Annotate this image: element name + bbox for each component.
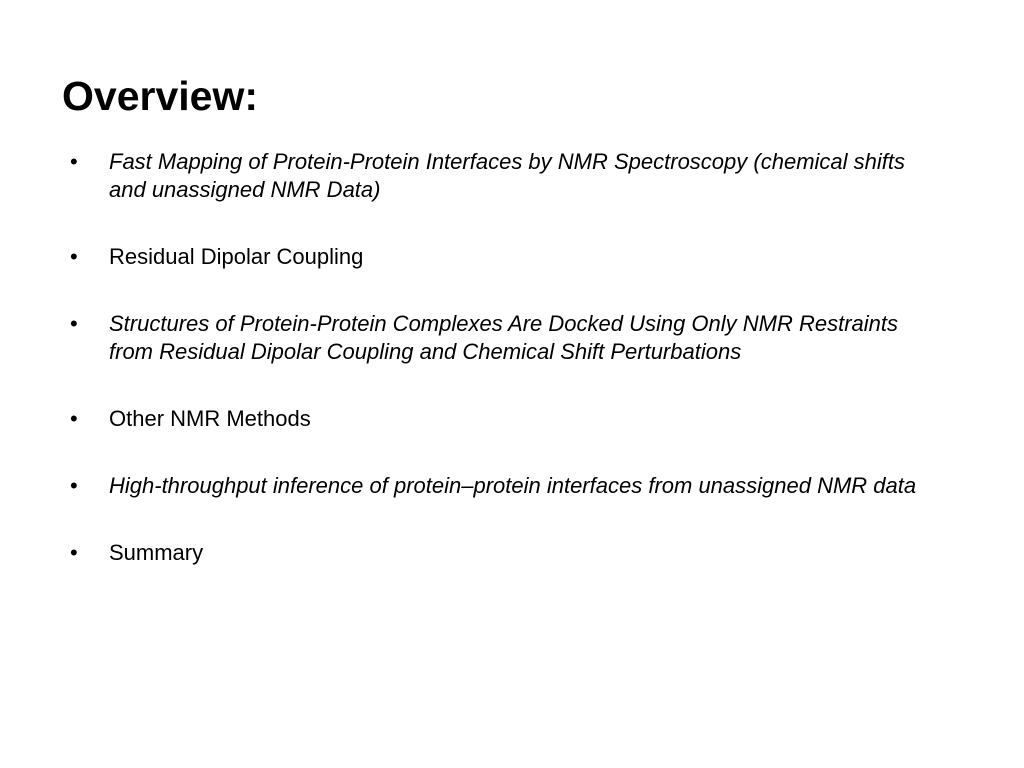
bullet-icon: • — [70, 540, 78, 565]
bullet-text: High-throughput inference of protein–protein interfaces from unassigned NMR data — [109, 473, 917, 498]
bullet-icon: • — [70, 473, 78, 498]
bullet-text: Fast Mapping of Protein-Protein Interfaces by NMR Spectroscopy (chemical shifts and unassigned NMR Data) — [109, 149, 905, 202]
slide-title: Overview: — [62, 73, 258, 119]
bullet-text: Structures of Protein-Protein Complexes Are Docked Using Only NMR Restraints from Residual Dipolar Coupling and Chemical Shift Perturbations — [109, 311, 899, 364]
bullet-list — [66, 148, 946, 606]
bullet-icon: • — [70, 311, 78, 336]
bullet-item-high-throughput-inference — [66, 472, 946, 500]
bullet-item-residual-dipolar-coupling — [66, 243, 946, 271]
bullet-item-fast-mapping — [66, 148, 946, 204]
bullet-text: Residual Dipolar Coupling — [109, 244, 364, 269]
bullet-icon: • — [70, 406, 78, 431]
bullet-item-docked-structures — [66, 310, 946, 366]
bullet-icon: • — [70, 244, 78, 269]
bullet-icon: • — [70, 149, 78, 174]
bullet-item-other-nmr-methods — [66, 405, 946, 433]
bullet-text: Other NMR Methods — [109, 406, 311, 431]
bullet-text: Summary — [109, 540, 204, 565]
bullet-item-summary — [66, 539, 946, 567]
